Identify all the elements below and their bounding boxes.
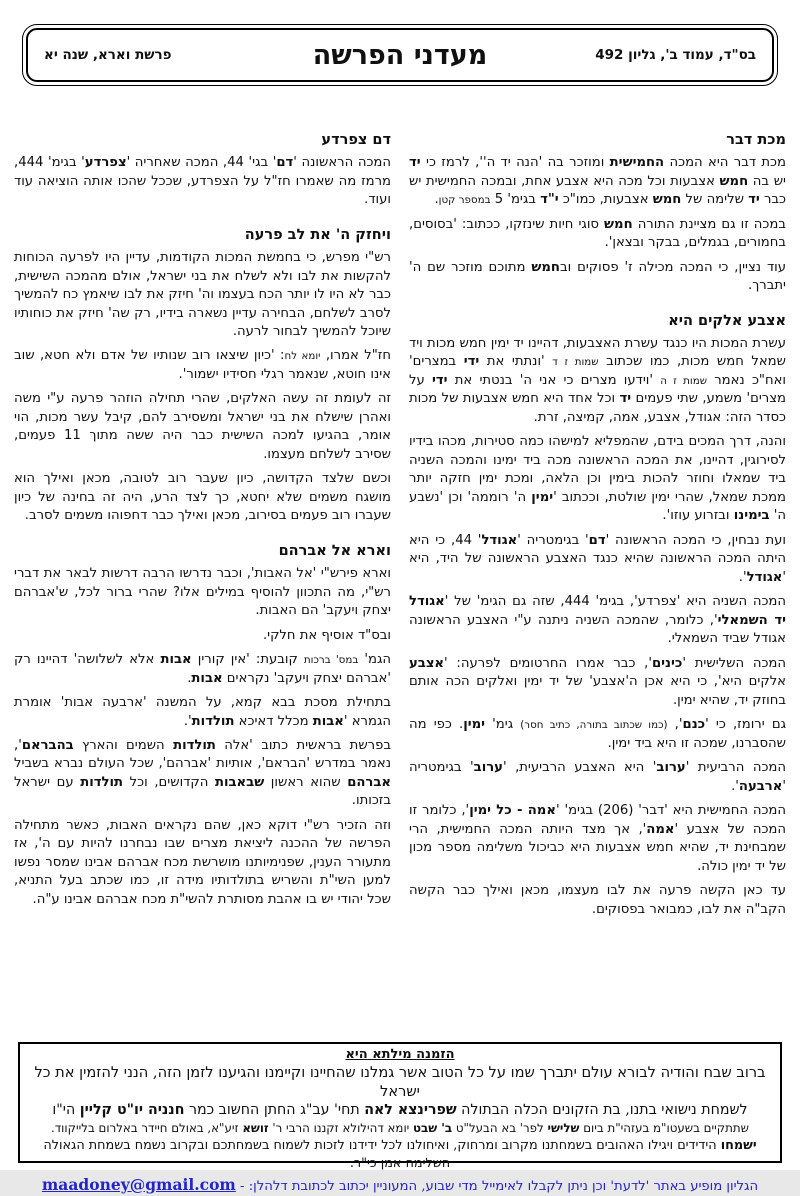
section-makat-dever (409, 130, 786, 296)
subscription-text: הגליון מופיע באתר 'לדעת' וכן ניתן לקבלו לאימייל מדי שבוע, המעוניין יכתוב לכתובת דלהלן: - (240, 1178, 759, 1194)
email-link[interactable]: maadoney@gmail.com (41, 1174, 236, 1194)
announcement-title: הזמנה מילתא היא (345, 1047, 455, 1062)
paragraph: מכת דבר היא המכה החמישית ומוזכר בה 'הנה יד ה'', לרמז כי יד יש בה חמש אצבעות וכל מכה היא אצבע אחת, ובמכה החמישית יש כבר יד שלימה של חמש אצבעות, כמו"כ י"ד בגימ' 5 במספר קטן. (409, 155, 786, 208)
right-column (409, 130, 786, 925)
paragraph: הגמ' במס' ברכות קובעת: 'אין קורין אבות אלא לשלושה' דהיינו רק 'אברהם יצחק ויעקב' נקראים אבות. (14, 652, 392, 686)
paragraph: גם ירומז, כי 'כנם', (כמו שכתוב בתורה, כתיב חסר) גימ' ימין. כפי מה שהסברנו, שמכה זו היא ביד ימין. (409, 717, 787, 751)
paragraph: עוד נציין, כי המכה מכילה ז' פסוקים ובחמש מתוכם מוזכר שם ה' יתברך. (409, 259, 787, 294)
paragraph: וזה הזכיר רש"י דוקא כאן, שהם נקראים האבות, כאשר מתחילה הפרשה של ההכנה ליציאת מצרים שבו נבחרנו להיות עם ה', אז מתעורר הענין, שפנימיותנו מושרשת מכח אברהם אבינו שמסר נפשו למען השי"ת והשריש בתולדותיו מידה זו, כמו שכתב בעל התניא, שכל יהודי יש בו אהבת מסותרת להשי"ת מכח אברהם אבינו ע"ה. (14, 817, 391, 907)
paragraph: בפרשת בראשית כתוב 'אלה תולדות השמים והארץ בהבראם', נאמר במדרש 'הבראם', אותיות 'אברהם', שכל העולם נברא בשביל אברהם שהוא ראשון שבאבות הקדושים, וכל תולדות עם ישראל בזכותו. (14, 738, 392, 809)
paragraph: חז"ל אמרו, יומא לח: 'כיון שיצאו רוב שנותיו של אדם ולא חטא, שוב אינו חוטא, שנאמר רגלי חסידיו ישמור'. (14, 348, 391, 382)
paragraph: ובס"ד אוסיף את חלקי. (262, 627, 391, 643)
paragraph: וכשם שלצד הקדושה, כיון שעבר רוב לטובה, מכאן ואילך הוא מושגח משמים שלא יחטא, כך לצד הרע, היה זה בחינה של כיון שעברו רוב פעמים בסירוב, מכאן ואילך כבר דחפוהו משמים לסרב. (14, 471, 391, 524)
announcement-line: ישמחו הידידים ויגילו האהובים בשמחתנו מקרוב ומרחוק, ואיחולנו לכל ידידנו לזכות לשמוח בשמחתכם ובקרוב נשמח בשמחת הגאולה השלימה אמן כי"ר. (43, 1137, 757, 1171)
left-column (14, 130, 391, 925)
paragraph: המכה החמישית היא 'דבר' (206) בגימ' 'אמה - כל ימין', כלומר זו המכה של אצבע 'אמה', אך מצד היותה המכה החמישית, הרי שמבחינת יד, שהיא חמש אצבעות היא כביכול משלימה מספר מכון של יד ימין כולה. (409, 803, 787, 874)
paragraph: המכה השלישית 'כינים', כבר אמרו החרטומים לפרעה: 'אצבע אלקים היא', כי היא אכן ה'אצבע' של יד ימין ואלקים הכה אותם בחוזק יד, שהיא ימין. (409, 655, 786, 708)
paragraph: זה לעומת זה עשה האלקים, שהרי תחילה הוזהר פרעה ע"י משה ואהרן שישלח את בני ישראל ומשסירב להם, קיבל עשר מכות, הוי אומר, בהגיעו למכה השישית כבר היה ששה מתוך 11 פעמים, שסירב לשלחם מעצמו. (14, 391, 391, 462)
masthead-frame (26, 28, 774, 82)
section-heading: ויחזק ה' את לב פרעה (244, 226, 391, 243)
section-heading: וארא אל אברהם (278, 542, 391, 559)
paragraph: עשרת המכות היו כנגד עשרת האצבעות, דהיינו יד ימין חמש מכות ויד שמאל חמש מכות, כמו שכתוב שמות ז ד 'ונתתי את ידי במצרים' ואח"כ נאמר שמות ז ה 'וידעו מצרים כי אני ה' בנטתי את ידי על מצרים' משמע, שתי פעמים יד וכל אחד היא חמש אצבעות של מכות כסדר הזה: אגודל, אצבע, אמה, קמיצה, זרת. (409, 335, 787, 425)
page-title: מעדני הפרשה (312, 39, 488, 71)
announcement-line: שתתקיים בשעטו"מ בעזהי"ת ביום שלישי לפר' בא הבעל"ט ב' שבט יומא דהילולא זקננו הרבי ר' זושא זיע"א, באולם חיידר באלרום בלייקווד. (50, 1120, 750, 1135)
parasha-info: פרשת וארא, שנה יא (44, 47, 172, 63)
section-heading: דם צפרדע (321, 132, 391, 148)
section-dam-tzfardea (14, 130, 391, 210)
paragraph: המכה הרביעית 'ערוב' היא האצבע הרביעית, 'ערוב' בגימטריה 'ארבעה'. (409, 760, 786, 794)
paragraph: המכה הראשונה 'דם' בגי' 44, המכה שאחריה 'צפרדע' בגימ' 444, מרמז מה שאמרו חז"ל על הצפרדע, שככל שהכו אותה הוציאה עוד ועוד. (14, 155, 391, 208)
subscription-notice (30, 1175, 770, 1196)
paragraph: בתחילת מסכת בבא קמא, על המשנה 'ארבעה אבות' אומרת הגמרא 'אבות מכלל דאיכא תולדות'. (14, 695, 391, 729)
section-vayechazek (14, 225, 391, 526)
paragraph: במכה זו גם מציינת התורה חמש סוגי חיות שינזקו, ככתוב: 'בסוסים, בחמורים, בגמלים, בבקר ובצאן'. (409, 216, 786, 251)
content-columns (14, 130, 786, 925)
paragraph: עד כאן הקשה פרעה את לבו מעצמו, מכאן ואילך כבר הקשה הקב"ה את לבו, כמבואר בפסוקים. (409, 883, 786, 917)
announcement-line: לשמחת נישואי בתנו, בת הזקונים הכלה הבתולה שפרינצא לאה תחי' עב"ג החתן החשוב כמר חנניה יו"ט קליין הי"ו (52, 1102, 748, 1119)
paragraph: ועת נבחין, כי המכה הראשונה 'דם' בגימטריה 'אגודל' 44, כי היא היתה המכה הראשונה שהיא כנגד האצבע הראשונה של היד, היא 'אגודל'. (409, 532, 786, 585)
announcement-box (18, 1042, 782, 1194)
section-etzba-elokim (409, 311, 786, 919)
paragraph: המכה השניה היא 'צפרדע', בגימ' 444, שזה גם הגימ' של 'אגודל יד השמאלי', כלומר, שהמכה השניה ניתנה ע"י האצבע הראשונה אגודל שביד השמאלי. (409, 594, 787, 647)
announcement-line: ברוב שבח והודיה לבורא עולם יתברך שמו על כל הטוב אשר גמלנו שהחיינו וקיימנו והגיענו לזמן הזה, הנני להזמין את כל ישראל (34, 1063, 766, 1100)
edition-info: בס"ד, עמוד ב', גליון 492 (595, 47, 756, 63)
section-vaera (14, 541, 391, 910)
paragraph: והנה, דרך המכים בידם, שהמפליא למישהו כמה סטירות, מכהו בידיו לסירוגין, דהיינו, את המכה הראשונה מכה ביד ימינו והמכה השניה ביד שמאלו וחוזר להכות בימין וכן הלאה, ומכת ימין חזקה יותר ממכת שמאל, שהרי ימין שולטת, וככתוב 'ימין ה' רוממה' וכן 'נשבע ה' בימינו ובזרוע עוזו'. (409, 434, 786, 524)
paragraph: רש"י מפרש, כי בחמשת המכות הקודמות, עדיין היו לפרעה הכוחות להקשות את לבו ולא לשלח את בני ישראל, אולם מהמכה השישית, כבר לא היו לו יותר הכח בעצמו וה' חיזק את לבו שיאמץ כח להמשיך לסרב לשלחם, הבחירה עדיין נשארה בידיו, רק שה' חיזק את כוחותיו שיוכל להמשיך לבחור לרעה. (14, 250, 391, 339)
section-heading: אצבע אלקים היא (668, 312, 786, 329)
section-heading: מכת דבר (726, 132, 786, 148)
masthead (22, 24, 778, 86)
paragraph: וארא פירש"י 'אל האבות', וכבר נדרשו הרבה דרשות לבאר את דברי רש"י, מה התכוון להוסיף במילים אלו? שהרי ברור לכל, ש'אברהם יצחק ויעקב' הם האבות. (14, 566, 391, 619)
